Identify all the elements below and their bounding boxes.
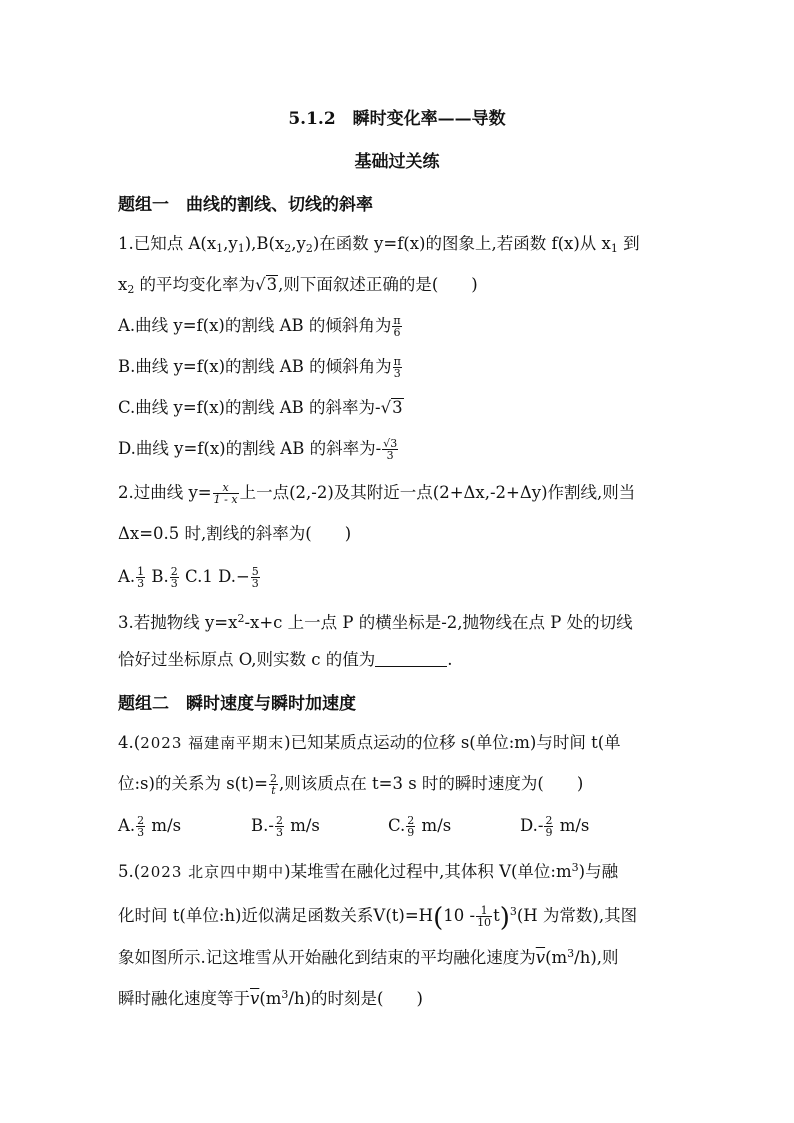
question-1-option-a: A.曲线 y=f(x)的割线 AB 的倾斜角为 $\frac{\pi}{6}$ [118,314,401,339]
question-2-line-1: 2.过曲线 y= $\frac{x}{1 - x}$ 上一点(2,-2)及其附近一点(2+Δx,-2+Δy)作割线,则当 [118,481,636,506]
question-3-line-1: 3.若抛物线 $y=x^2-x+c$ 上一点 P 的横坐标是-2,抛物线在点 P 处的切线 [118,612,633,632]
question-2-line-2: Δx=0.5 时,割线的斜率为( ) [118,524,352,543]
question-5-line-1: 5.(2023 北京四中期中)某堆雪在融化过程中,其体积 V(单位$:m^3$)与融 [118,861,619,881]
question-5-line-2: 化时间 t(单位:h)近似满足函数关系V(t)=H(10 - $\frac{1}{10}$ t)$^3$(H 为常数),其图 [118,903,638,933]
q4-option-b: B.- $\frac{2}{3}$ m/s [251,814,320,839]
q4-option-a: A. $\frac{2}{3}$ m/s [118,814,182,839]
q4-option-c: C. $\frac{2}{9}$ m/s [388,814,452,839]
question-4-line-1: 4.(2023 福建南平期末)已知某质点运动的位移 s(单位:m)与时间 t(单 [118,733,621,752]
question-1-option-c: C.曲线 y=f(x)的割线 AB 的斜率为-√3 [118,398,403,417]
group-heading-2: 题组二 瞬时速度与瞬时加速度 [118,694,356,714]
answer-blank [375,650,447,667]
question-1-option-b: B.曲线 y=f(x)的割线 AB 的倾斜角为 $\frac{\pi}{3}$ [118,355,401,380]
question-1-option-d: D.曲线 y=f(x)的割线 AB 的斜率为- $\frac{√3}{3}$ [118,437,398,462]
group-heading-1: 题组一 曲线的割线、切线的斜率 [118,195,373,215]
section-title: 5.1.2 瞬时变化率——导数 [288,109,506,129]
question-5-line-4: 瞬时融化速度等于$\overline{v}(m^3/h)$的时刻是( ) [118,988,423,1008]
question-1-line-2: $x_2$ 的平均变化率为√3,则下面叙述正确的是( ) [118,275,478,296]
question-5-line-3: 象如图所示.记这堆雪从开始融化到结束的平均融化速度为$\overline{v}(m^3/h)$,则 [118,947,619,967]
q4-option-d: D.- $\frac{2}{9}$ m/s [520,814,590,839]
question-1-line-1: 1.已知点 $A(x_1,y_1),B(x_2,y_2)$在函数 y=f(x)的图象上,若函数 f(x)从 $x_1$ 到 [118,234,640,255]
question-4-line-2: 位:s)的关系为 s(t)= $\frac{2}{t}$ ,则该质点在 t=3 s 时的瞬时速度为( ) [118,772,584,797]
question-2-options: A. $\frac{1}{3}$ B. $\frac{2}{3}$ C.1 D.− $\frac{5}{3}$ [118,565,259,590]
question-3-line-2: 恰好过坐标原点 O,则实数 c 的值为 . [118,650,453,669]
exercise-subtitle: 基础过关练 [354,152,440,172]
